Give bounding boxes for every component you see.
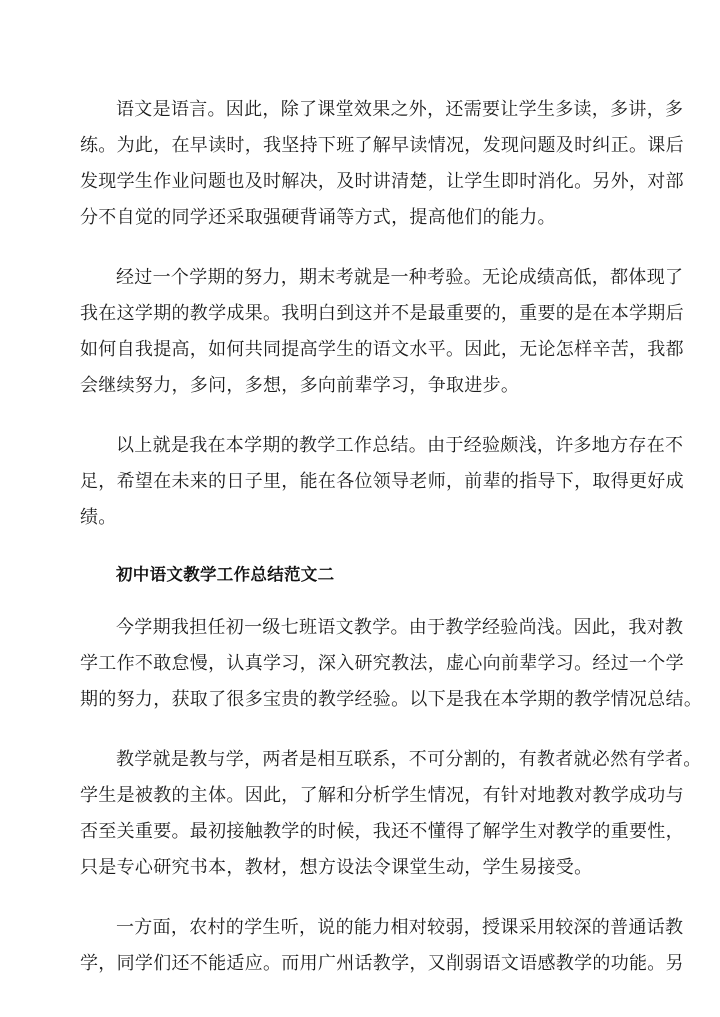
text-line: 教学就是教与学，两者是相互联系，不可分割的，有教者就必然有学者。: [116, 749, 702, 770]
text-line: 分不自觉的同学还采取强硬背诵等方式，提高他们的能力。: [80, 207, 556, 228]
text-line: 今学期我担任初一级七班语文教学。由于教学经验尚浅。因此，我对教: [116, 617, 684, 638]
text-line: 练。为此，在早读时，我坚持下班了解早读情况，发现问题及时纠正。课后: [80, 135, 684, 156]
paragraph-2: [80, 260, 684, 404]
text-line: 学生是被教的主体。因此，了解和分析学生情况，有针对地教对教学成功与: [80, 785, 684, 806]
text-line: 学工作不敢怠慢，认真学习，深入研究教法，虚心向前辈学习。经过一个学: [80, 653, 684, 674]
text-line: 会继续努力，多问，多想，多向前辈学习，争取进步。: [80, 375, 520, 396]
text-line: 经过一个学期的努力，期末考就是一种考验。无论成绩高低，都体现了: [116, 267, 684, 288]
text-line: 否至关重要。最初接触教学的时候，我还不懂得了解学生对教学的重要性，: [80, 821, 684, 842]
paragraph-3: [80, 428, 684, 536]
text-line: 学，同学们还不能适应。而用广州话教学，又削弱语文语感教学的功能。另: [80, 953, 684, 974]
text-line: 如何自我提高，如何共同提高学生的语文水平。因此，无论怎样辛苦，我都: [80, 339, 684, 360]
document-body: [80, 92, 703, 1006]
text-line: 足，希望在未来的日子里，能在各位领导老师，前辈的指导下，取得更好成: [80, 471, 684, 492]
text-line: 以上就是我在本学期的教学工作总结。由于经验颇浅，许多地方存在不: [116, 435, 684, 456]
text-line: 发现学生作业问题也及时解决，及时讲清楚，让学生即时消化。另外，对部: [80, 171, 684, 192]
text-line: 我在这学期的教学成果。我明白到这并不是最重要的，重要的是在本学期后: [80, 303, 684, 324]
paragraph-4: [80, 610, 703, 718]
text-line: 一方面，农村的学生听，说的能力相对较弱，授课采用较深的普通话教: [116, 917, 684, 938]
paragraph-6: [80, 910, 684, 982]
text-line: 期的努力，获取了很多宝贵的教学经验。以下是我在本学期的教学情况总结。: [80, 689, 703, 710]
paragraph-5: [80, 742, 702, 886]
paragraph-1: [80, 92, 684, 236]
section-heading: 初中语文教学工作总结范文二: [116, 565, 335, 584]
text-line: 语文是语言。因此，除了课堂效果之外，还需要让学生多读，多讲，多: [116, 99, 684, 120]
text-line: 绩。: [80, 507, 117, 528]
text-line: 只是专心研究书本，教材，想方设法令课堂生动，学生易接受。: [80, 857, 593, 878]
